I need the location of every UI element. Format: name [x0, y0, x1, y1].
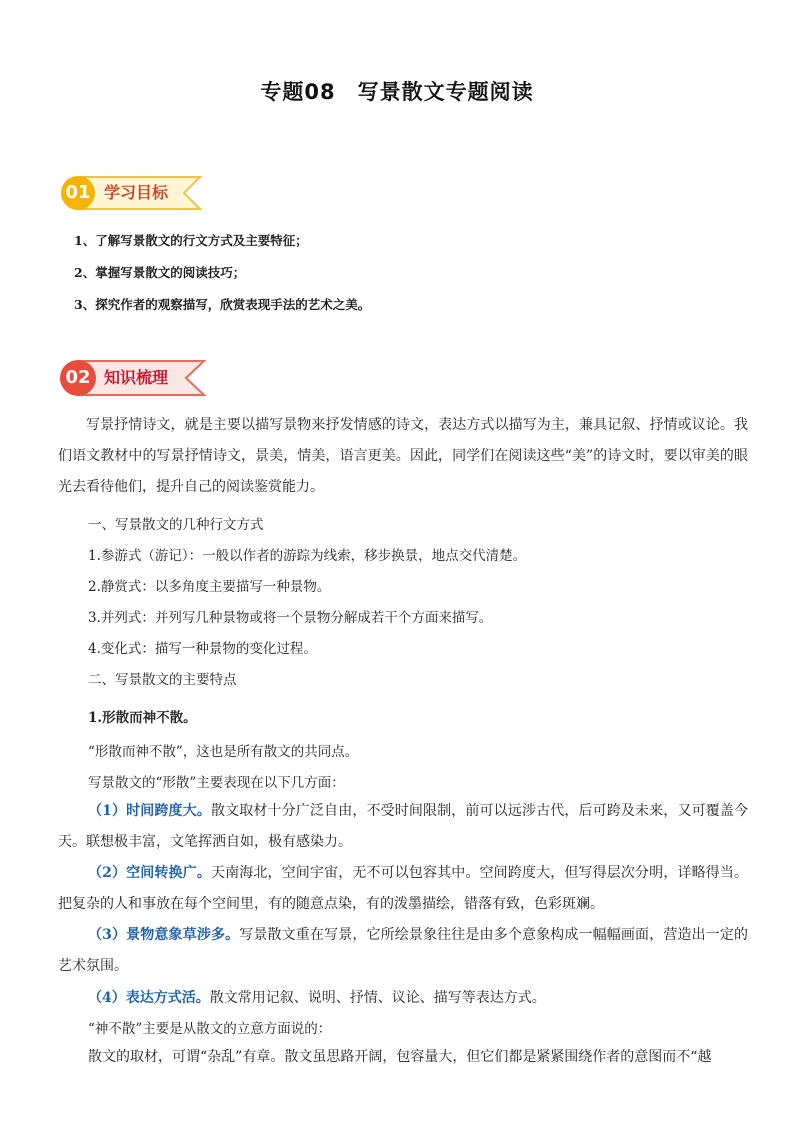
section-number: 01: [65, 182, 91, 203]
section-number: 02: [65, 367, 91, 388]
quote-line: “形散而神不散”，这也是所有散文的共同点。: [88, 744, 359, 760]
section-heading: 二、写景散文的主要特点: [88, 672, 237, 688]
point-text: 天南海北，空间宇宙，无不可以包容其中。空间跨度大，但写得层次分明，详略得当。把复杂的人和事放在每个空间里，有的随意点染，有的泼墨描绘，错落有致，色彩斑斓。: [58, 865, 748, 912]
point-paragraph: [58, 858, 748, 920]
body-paragraph: 散文的取材，可谓“杂乱”有章。散文虽思路开阔，包容量大，但它们都是紧紧围绕作者的意图而不“越: [88, 1049, 712, 1065]
goal-item: 3、探究作者的观察描写，欣赏表现手法的艺术之美。: [74, 297, 371, 312]
point-paragraph: [58, 983, 748, 1014]
goal-item: 1、了解写景散文的行文方式及主要特征；: [74, 233, 308, 248]
section-label: 知识梳理: [104, 368, 169, 387]
point-label: （2）空间转换广。: [88, 865, 211, 881]
method-item: 3.并列式：并列写几种景物或将一个景物分解成若干个方面来描写。: [88, 610, 493, 626]
point-label: （3）景物意象草涉多。: [88, 927, 240, 943]
intro-paragraph: 写景抒情诗文，就是主要以描写景物来抒发情感的诗文，表达方式以描写为主，兼具记叙、抒情或议论。我们语文教材中的写景抒情诗文，景美，情美，语言更美。因此，同学们在阅读这些“美”的诗文时，要以审美的眼光去看待他们，提升自己的阅读鉴赏能力。: [58, 417, 748, 495]
section-heading: 一、写景散文的几种行文方式: [88, 517, 264, 533]
point-text: 散文取材十分广泛自由，不受时间限制，前可以远涉古代，后可跨及未来，又可覆盖今天。联想极丰富，文笔挥洒自如，极有感染力。: [58, 803, 748, 850]
method-item: 1.参游式（游记）：一般以作者的游踪为线索，移步换景，地点交代清楚。: [88, 548, 527, 564]
point-label: （1）时间跨度大。: [88, 803, 211, 819]
point-label: （4）表达方式活。: [88, 990, 210, 1006]
page-title: 专题08 写景散文专题阅读: [260, 80, 534, 104]
body-line: “神不散”主要是从散文的立意方面说的：: [88, 1021, 332, 1037]
section-badge-goals: [60, 173, 210, 213]
method-item: 4.变化式：描写一种景物的变化过程。: [88, 641, 317, 657]
section-label: 学习目标: [104, 183, 169, 202]
method-item: 2.静赏式：以多角度主要描写一种景物。: [88, 579, 331, 595]
goal-item: 2、掌握写景散文的阅读技巧；: [74, 265, 246, 280]
point-paragraph: [58, 796, 748, 858]
feature-heading: 1.形散而神不散。: [88, 710, 197, 726]
point-text: 写景散文重在写景，它所绘景象往往是由多个意象构成一幅幅画面，营造出一定的艺术氛围。: [58, 927, 749, 974]
section-badge-knowledge: [60, 357, 212, 397]
point-text: 散文常用记叙、说明、抒情、议论、描写等表达方式。: [209, 990, 546, 1006]
point-paragraph: [58, 920, 748, 982]
body-line: 写景散文的“形散”主要表现在以下几方面：: [88, 775, 345, 791]
